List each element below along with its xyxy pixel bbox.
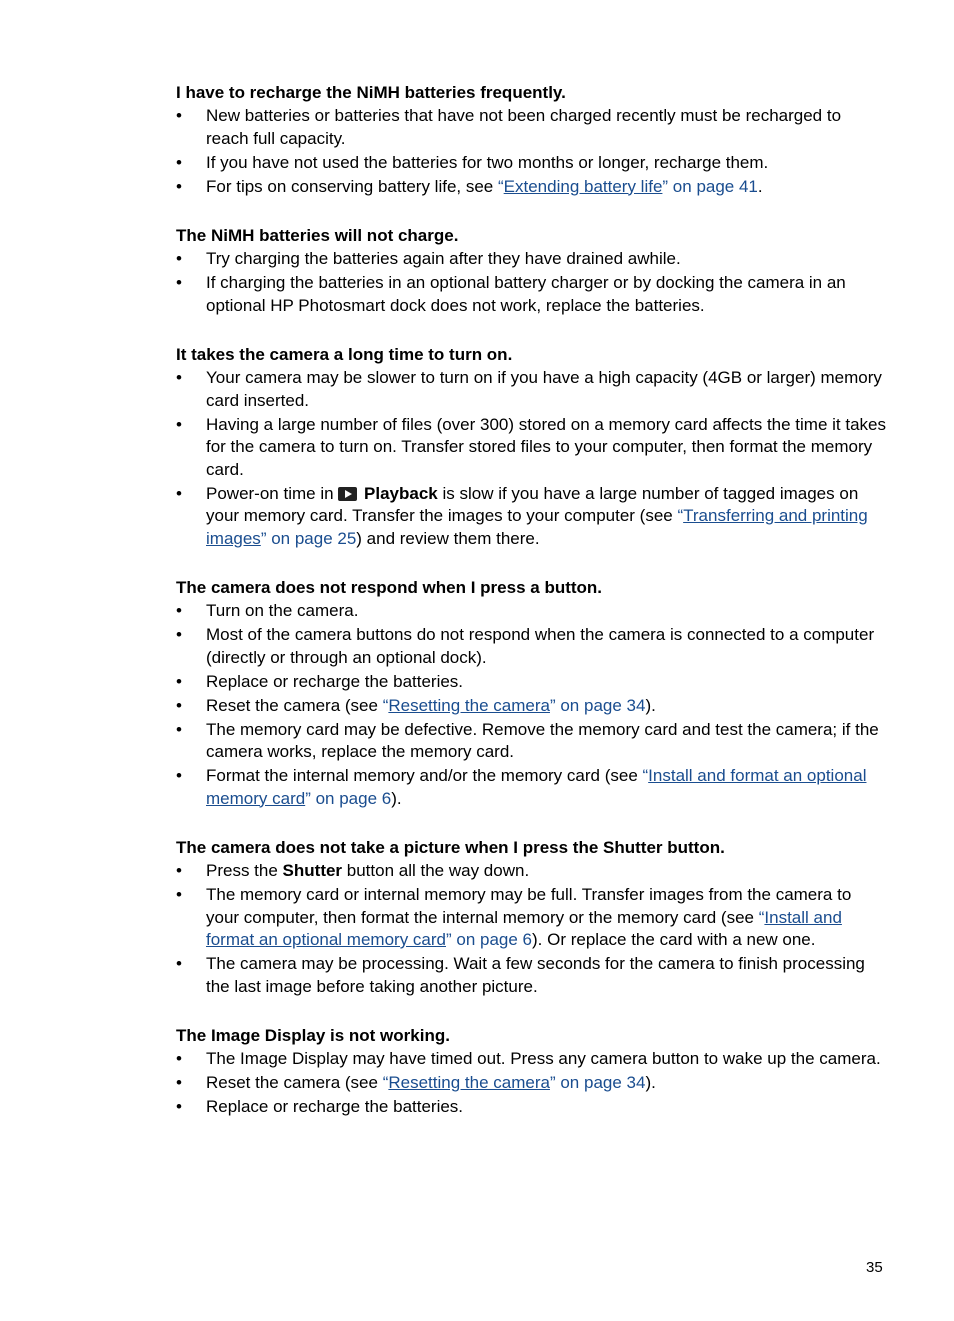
link-install-format-memory-card[interactable]: “Install and format an optional memory card” on page 6 — [206, 766, 867, 808]
list-item: • Most of the camera buttons do not respond when the camera is connected to a computer (directly or through an optional dock). — [176, 625, 875, 667]
section-heading: The camera does not take a picture when I press the Shutter button. — [176, 838, 725, 857]
bullet: • — [176, 249, 182, 268]
list-item: • If charging the batteries in an optional battery charger or by docking the camera in an optional HP Photosmart dock does not work, replace the batteries. — [176, 273, 846, 315]
link-resetting-camera[interactable]: “Resetting the camera” on page 34 — [382, 1073, 646, 1092]
bullet-list — [176, 600, 888, 810]
bullet: • — [176, 1049, 182, 1068]
list-item: • Replace or recharge the batteries. — [176, 1096, 888, 1119]
section-heading: I have to recharge the NiMH batteries frequently. — [176, 83, 566, 102]
list-item: • Try charging the batteries again after they have drained awhile. — [176, 248, 888, 271]
section-no-picture — [176, 836, 888, 998]
list-item: • Having a large number of files (over 300) stored on a memory card affects the time it takes for the camera to turn on. Transfer stored files to your computer, then format the memory card. — [176, 414, 886, 479]
bullet: • — [176, 1097, 182, 1116]
list-item: • Reset the camera (see “Resetting the camera” on page 34). — [176, 695, 888, 718]
section-heading: The NiMH batteries will not charge. — [176, 226, 459, 245]
bullet-list — [176, 367, 888, 550]
list-item: • The memory card may be defective. Remove the memory card and test the camera; if the camera works, replace the memory card. — [176, 719, 879, 761]
section-heading: It takes the camera a long time to turn on. — [176, 345, 513, 364]
bullet-list — [176, 1048, 888, 1119]
playback-icon — [338, 487, 357, 501]
section-batteries-recharge — [176, 81, 888, 198]
bullet: • — [176, 861, 182, 880]
bullet: • — [176, 176, 182, 196]
list-item: • Power-on time in Playback is slow if you have a large number of tagged images on your memory card. Transfer the images to your computer (see “Transferring and printing images” on page 25) and review them there. — [176, 483, 868, 548]
document-body — [176, 81, 888, 1145]
bullet: • — [176, 625, 182, 644]
section-heading: The camera does not respond when I press a button. — [176, 578, 603, 597]
bullet: • — [176, 273, 182, 292]
page-number: 35 — [866, 1259, 883, 1276]
bullet: • — [176, 885, 182, 904]
bullet-list — [176, 860, 888, 998]
list-item: • Your camera may be slower to turn on if you have a high capacity (4GB or larger) memory card inserted. — [176, 368, 882, 410]
link-transferring-printing-images[interactable]: “Transferring and printing images” on page 25 — [206, 506, 868, 548]
bullet: • — [176, 954, 182, 973]
bullet: • — [176, 671, 182, 691]
link-extending-battery-life[interactable]: “Extending battery life” on page 41 — [497, 176, 758, 196]
section-batteries-not-charge — [176, 224, 888, 317]
bullet: • — [176, 695, 182, 715]
list-item: • Format the internal memory and/or the memory card (see “Install and format an optional memory card” on page 6). — [176, 766, 867, 808]
section-image-display — [176, 1024, 888, 1119]
list-item: • Reset the camera (see “Resetting the camera” on page 34). — [176, 1072, 888, 1095]
bullet-list — [176, 248, 888, 317]
bullet: • — [176, 766, 182, 785]
list-item: • If you have not used the batteries for two months or longer, recharge them. — [176, 152, 888, 175]
bullet: • — [176, 719, 182, 739]
section-heading: The Image Display is not working. — [176, 1026, 450, 1045]
link-resetting-camera[interactable]: “Resetting the camera” on page 34 — [382, 695, 646, 715]
link-install-format-memory-card[interactable]: “Install and format an optional memory card” on page 6 — [206, 907, 842, 949]
list-item: • Press the Shutter button all the way down. — [176, 860, 888, 883]
list-item: • The camera may be processing. Wait a few seconds for the camera to finish processing the last image before taking another picture. — [176, 954, 865, 996]
list-item: • Turn on the camera. — [176, 600, 888, 623]
list-item: • New batteries or batteries that have not been charged recently must be recharged to reach full capacity. — [176, 106, 842, 148]
list-item: • The memory card or internal memory may be full. Transfer images from the camera to your computer, then format the internal memory or the memory card (see “Install and format an optional memory card” on page 6). Or replace the card with a new one. — [176, 885, 852, 949]
bullet: • — [176, 414, 182, 434]
section-no-button-response — [176, 576, 888, 810]
section-slow-turn-on — [176, 343, 888, 550]
bullet: • — [176, 1073, 182, 1092]
bullet: • — [176, 368, 182, 387]
bullet: • — [176, 106, 182, 125]
bullet: • — [176, 152, 182, 172]
bullet: • — [176, 601, 182, 620]
list-item: • Replace or recharge the batteries. — [176, 671, 888, 694]
list-item: • The Image Display may have timed out. Press any camera button to wake up the camera. — [176, 1048, 888, 1071]
bullet: • — [176, 483, 182, 503]
list-item: • For tips on conserving battery life, see “Extending battery life” on page 41. — [176, 176, 888, 199]
bullet-list — [176, 105, 888, 198]
